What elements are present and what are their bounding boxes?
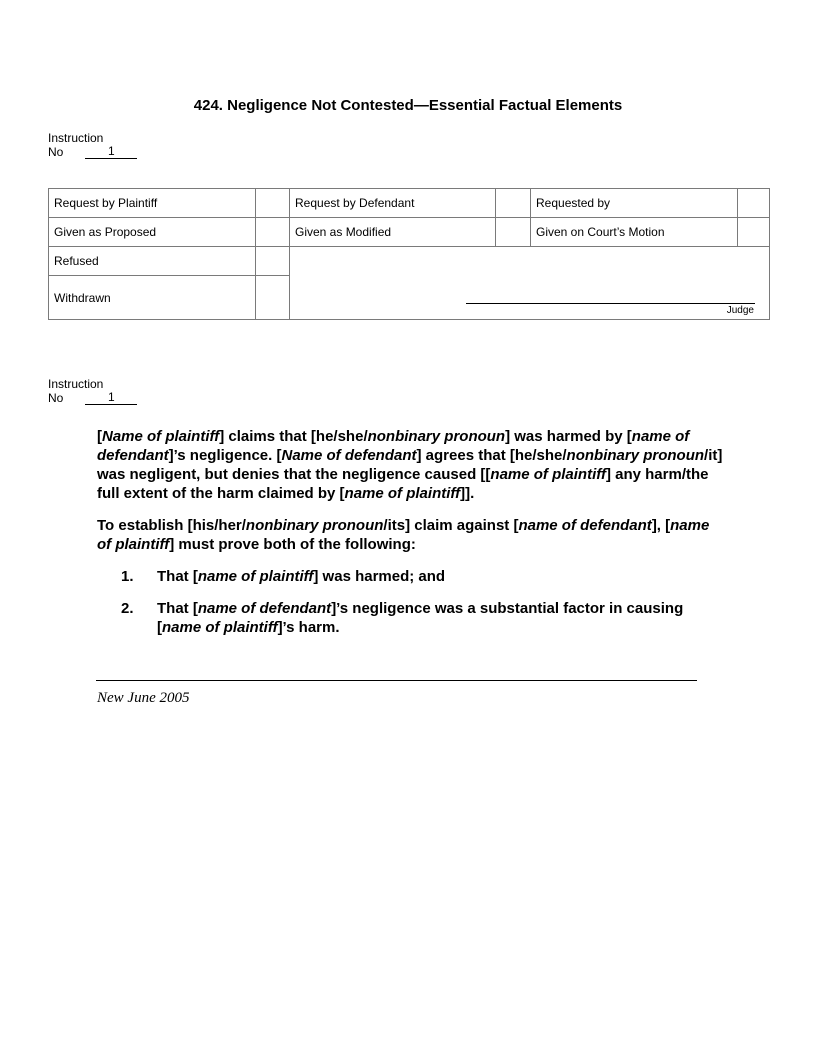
request-by-defendant-checkbox[interactable] — [496, 189, 531, 218]
placeholder-text: Name of plaintiff — [102, 428, 220, 445]
judge-signature-area — [290, 247, 770, 320]
text-run: /it] was negligent, but denies that the negligence caused [[ — [97, 447, 723, 483]
placeholder-text: name of plaintiff — [97, 517, 710, 553]
paragraph-burden — [97, 516, 727, 554]
text-run: That [ — [157, 600, 198, 617]
text-run: ] claims that [he/she/ — [219, 428, 368, 445]
judge-label: Judge — [726, 305, 754, 316]
text-run: ] any harm/the full extent of the harm claimed by [ — [97, 466, 709, 502]
list-item — [97, 567, 727, 586]
text-run: ]’s negligence. [ — [168, 447, 282, 464]
elements-list — [97, 567, 727, 637]
refused-checkbox[interactable] — [256, 247, 290, 276]
text-run: ], [ — [651, 517, 671, 534]
placeholder-text: name of defendant — [97, 428, 690, 464]
placeholder-text: nonbinary pronoun — [566, 447, 705, 464]
text-run: ]]. — [460, 485, 475, 502]
placeholder-text: name of defendant — [518, 517, 652, 534]
page-title: 424. Negligence Not Contested—Essential Factual Elements — [193, 97, 623, 114]
no-label: No — [48, 391, 64, 405]
instruction-label: Instruction — [48, 131, 104, 145]
given-as-proposed-label: Given as Proposed — [49, 218, 256, 247]
paragraph-claim — [97, 427, 727, 503]
text-run: ] agrees that [he/she/ — [416, 447, 567, 464]
text-run: [ — [97, 428, 102, 445]
instruction-label: Instruction — [48, 377, 104, 391]
request-by-plaintiff-label: Request by Plaintiff — [49, 189, 256, 218]
instruction-number-block-top — [48, 131, 137, 159]
withdrawn-label: Withdrawn — [49, 276, 256, 320]
placeholder-text: nonbinary pronoun — [367, 428, 506, 445]
requested-by-checkbox[interactable] — [738, 189, 770, 218]
placeholder-text: name of plaintiff — [197, 568, 314, 585]
refused-label: Refused — [49, 247, 256, 276]
text-run: ]’s negligence was a substantial factor in causing [ — [157, 600, 684, 636]
request-by-defendant-label: Request by Defendant — [290, 189, 496, 218]
withdrawn-checkbox[interactable] — [256, 276, 290, 320]
instruction-number: 1 — [85, 391, 137, 405]
list-item-number: 1. — [121, 568, 134, 585]
placeholder-text: name of plaintiff — [490, 466, 606, 483]
placeholder-text: name of defendant — [197, 600, 332, 617]
list-item-text — [157, 599, 727, 637]
text-run: ] must prove both of the following: — [169, 536, 416, 553]
footer-divider — [96, 680, 697, 681]
text-run: ] was harmed by [ — [505, 428, 632, 445]
request-by-plaintiff-checkbox[interactable] — [256, 189, 290, 218]
text-run: ] was harmed; and — [313, 568, 446, 585]
no-label: No — [48, 145, 64, 159]
text-run: That [ — [157, 568, 198, 585]
instruction-number: 1 — [85, 145, 137, 159]
list-item-number: 2. — [121, 600, 134, 617]
instruction-body — [97, 427, 727, 650]
placeholder-text: name of plaintiff — [344, 485, 461, 502]
given-on-courts-motion-checkbox[interactable] — [738, 218, 770, 247]
placeholder-text: nonbinary pronoun — [245, 517, 384, 534]
list-item — [97, 599, 727, 637]
requested-by-label: Requested by — [531, 189, 738, 218]
given-as-modified-label: Given as Modified — [290, 218, 496, 247]
text-run: To establish [his/her/ — [97, 517, 246, 534]
judge-signature-line[interactable] — [466, 303, 755, 304]
placeholder-text: Name of defendant — [281, 447, 417, 464]
instruction-number-block-bottom — [48, 377, 137, 405]
request-table — [48, 188, 770, 320]
text-run: /its] claim against [ — [383, 517, 519, 534]
given-on-courts-motion-label: Given on Court’s Motion — [531, 218, 738, 247]
given-as-proposed-checkbox[interactable] — [256, 218, 290, 247]
list-item-text — [157, 567, 727, 586]
text-run: ]’s harm. — [277, 619, 340, 636]
given-as-modified-checkbox[interactable] — [496, 218, 531, 247]
placeholder-text: name of plaintiff — [162, 619, 278, 636]
revision-note: New June 2005 — [97, 690, 190, 706]
